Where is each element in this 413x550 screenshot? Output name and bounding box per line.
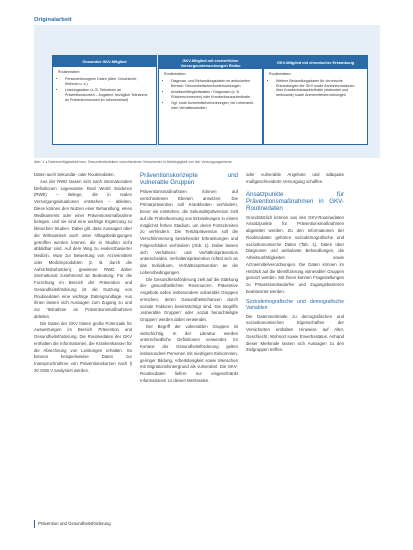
section-heading: Präventionskonzepte und vulnerable Gruppen xyxy=(140,172,238,187)
tier-item: • Weitere Behandlungsdaten für chronische Erkrankungen der GKV sowie Ärzteinformationen über Krankenhausaufenthalte (stationäre und ambulante) sowie Arzneimittelverordnungen xyxy=(276,79,362,98)
paragraph: Der Begriff der vulnerablen Gruppen ist vielschichtig. In der Literatur werden unterschiedliche Definitionen verwendet. Im Kontext der Gesundheitsförderung gelten insbesondere Personen mit niedrigem Einkommen, geringer Bildung, Arbeitslosigkeit sowie Menschen mit Migrationshintergrund als vulnerabel. Die GKV-Routinedaten liefern nur eingeschränkt Informationen zu diesen Merkmalen. xyxy=(140,323,238,383)
tier-item: • Arbeitsunfähigkeitsdaten / Diagnosen (z. B. Rückenschmerzen) oder Krankenhausaufenthalte xyxy=(171,90,257,100)
paragraph: Daten auch Sekundär- oder Routinedaten. xyxy=(34,172,115,177)
section-tag: Originalarbeit xyxy=(34,17,72,23)
text-column-2 xyxy=(140,172,238,385)
tier-item: • Leistungsdaten (z. B. Teilnahme an Präventionskursen – Angaben: bezüglich Teilnahme an Präventionskursen im Jahresverlauf) xyxy=(65,88,151,102)
tier-header: GKV-Mitglied mit chronischer Erkrankung xyxy=(264,56,367,69)
text-column-3 xyxy=(246,172,344,354)
paragraph: oder vulnerable Angebote und adäquate maßgeschneiderte Versorgung schaffen. xyxy=(246,172,344,184)
paragraph: Aus der RWD lassen sich nach internationalen Definitionen sogenannte Real World Evidence (RWE) – Belege, die in realen Versorgungssituationen entstehen – ableiten. Diese können den Nutzen einer Behandlung, eines Medikaments oder einer Präventionsmaßnahme belegen, und sie sind eine wichtige Ergänzung zu klinischen Studien. Dabei gilt, dass Aussagen über die Wirksamkeit auch unter Alltagsbedingungen getroffen werden können, die in Studien nicht abbildbar sind. Auf dem Weg zu evidenzbasierter Medizin, etwa zur Bewertung von Arzneimitteln oder Medizinprodukten (z. B. durch die Aufsichtsbehörden), gewinnen RWD daher international zunehmend an Bedeutung. Für die Forschung im Bereich der Prävention und Gesundheitsförderung ist die Nutzung von Routinedaten eine wichtige Datengrundlage. Aus ihnen lassen sich Aussagen zum Zugang zu und zur Teilnahme an Präventionsmaßnahmen ableiten. xyxy=(34,178,132,319)
footer-rule xyxy=(34,520,35,528)
tier-lead: Routinedaten: xyxy=(269,72,292,76)
tier-item: • Ggf. erste Arzneimittelverordnungen, bei Lebensstil- oder Verhaltensrisiken xyxy=(171,101,257,111)
figure-caption: Abb. 1 ◂ Datenverfügbarkeit bzw. Gesundheitsrisiken verschiedener Versicherter in Abhängigkeit von der Versorgungsebene xyxy=(34,160,232,164)
tier-item: • Personenbezogene Daten (Alter, Geschlecht, Wohnort u. a.) xyxy=(65,77,151,87)
tier-lead: Routinedaten: xyxy=(58,70,81,74)
tier-card-risk xyxy=(158,55,263,145)
tier-header: Gesundes GKV-Mitglied xyxy=(53,56,156,67)
journal-footer: Prävention und Gesundheitsförderung xyxy=(38,521,111,526)
subsection-heading: Soziodemografische und demografische Variablen xyxy=(246,298,344,312)
tier-item: • Diagnose- und Behandlungsdaten im ambulanten Bereich: Gesundheitscheckuntersuchungen xyxy=(171,79,257,89)
tier-lead: Routinedaten: xyxy=(164,72,187,76)
paragraph: Präventionsmaßnahmen können auf verschiedenen Ebenen ansetzen: Die Primärprävention soll Krankheiten verhindern, bevor sie entstehen, die Sekundärprävention zielt auf die Früherkennung von Erkrankungen in einem möglichst frühen Stadium, um deren Fortschreiten zu verhindern. Die Tertiärprävention soll die Verschlimmerung bestehender Erkrankungen und Folgeschäden verhindern (Abb. 1). Dabei lassen sich Verhaltens- und Verhältnisprävention unterscheiden. Verhaltensprävention richtet sich an das Individuum, Verhältnisprävention an die Lebensbedingungen. xyxy=(140,188,238,275)
tier-header: GKV-Mitglied mit ersten/früher Vorsorgeuntersuchungen Risiko xyxy=(159,56,262,69)
section-heading: Ansatzpunkte für Präventionsmaßnahmen in GKV-Routinedaten xyxy=(246,190,344,213)
paragraph: Die Daten der GKV bieten große Potenziale für Auswertungen im Bereich Prävention und Gesundheitsförderung. Die Routinedaten der GKV enthalten die Informationen, die Krankenkassen für die Abrechnung von Leistungen erhalten. So können beispielsweise Daten zur Inanspruchnahme von Präventionskursen nach § 20 SGB V analysiert werden. xyxy=(34,320,132,373)
paragraph: Grundsätzlich können aus den GKV-Routinedaten Ansatzpunkte für Präventionsmaßnahmen abgeleitet werden. Zu den Informationen der Routinedaten gehören soziodemografische und sozioökonomische Daten (Tab. 1), Daten über Diagnosen und ambulante Behandlungen, die Arbeitsunfähigkeiten sowie Arzneimittelverordnungen. Die Daten können im Hinblick auf die Identifizierung vulnerabler Gruppen genutzt werden. Mit ihnen können Fragestellungen zu Präventionsbedarfen und Zugangsbarrieren beantwortet werden. xyxy=(246,214,344,294)
paragraph: Die Gesundheitsförderung zielt auf die Stärkung der gesundheitlichen Ressourcen. Präventive Angebote sollen insbesondere vulnerable Gruppen erreichen, deren Gesundheitschancen durch soziale Faktoren beeinträchtigt sind. Die Begriffe ‚vulnerable Gruppen‘ oder ‚sozial benachteiligte Gruppen‘ werden dabei verwendet. xyxy=(140,276,238,323)
text-column-1 xyxy=(34,172,132,375)
paragraph: Die Datenmerkmale zu demografischen und sozioökonomischen Eigenschaften der Versicherten enthalten Hinweise auf Alter, Geschlecht, Wohnort sowie Erwerbsstatus. Anhand dieser Merkmale lassen sich Aussagen zu den Zielgruppen treffen. xyxy=(246,313,344,353)
tier-card-chronic xyxy=(263,55,368,145)
tier-card-healthy xyxy=(52,55,157,145)
